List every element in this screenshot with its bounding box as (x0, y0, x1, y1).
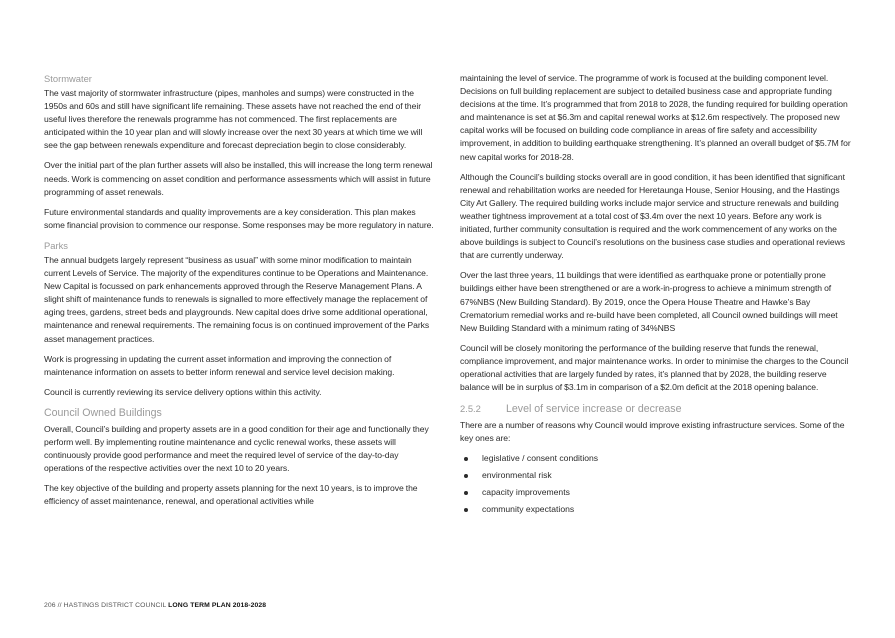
section-title: Level of service increase or decrease (506, 403, 682, 416)
parks-paragraph-3: Council is currently reviewing its service delivery options within this activity. (44, 386, 322, 397)
stormwater-heading: Stormwater (44, 73, 92, 84)
parks-heading: Parks (44, 239, 68, 251)
parks-paragraph-2: Work is progressing in updating the current asset information and improving the connection of maintenance information on assets to better inform renewal and service level decision making. (44, 353, 395, 377)
bullet-icon (464, 474, 468, 478)
reasons-list (460, 452, 852, 516)
section-intro: There are a number of reasons why Council would improve existing infrastructure services. Some of the key ones are: (460, 420, 845, 444)
list-item: capacity improvements (460, 486, 852, 499)
buildings-paragraph-4: Although the Council’s building stocks overall are in good condition, it has been identified that significant renewal and rehabilitation works are needed for Heretaunga House, Senior Housing, and the Hastings City Art Gallery. The required building works include major service and structure renewals and building weather tightness improvement at a total cost of $3.4m over the next 10 years. Before any work is initiated, further community consultation is required and the work commencement of any works on the above buildings is subject to Council’s resolutions on the business case studies and operational reviews that are currently underway. (460, 171, 846, 261)
buildings-paragraph-5: Over the last three years, 11 buildings that were identified as earthquake prone or potentially prone buildings either have been strengthened or are a work-in-progress to achieve a minimum strength of 67%NBS (New Building Standard). By 2019, once the Opera House Theatre and Hawke’s Bay Crematorium remedial works and re-build have been completed, all Council owned buildings will meet New Building Standard with a minimum rating of 34%NBS (460, 270, 838, 333)
list-item: environmental risk (460, 469, 852, 482)
section-number: 2.5.2 (460, 403, 481, 415)
stormwater-paragraph-1: The vast majority of stormwater infrastructure (pipes, manholes and sumps) were constructed in the 1950s and 60s and still have significant life remaining. These assets have not reached the end of their useful lives therefore the renewals programme has not commenced. The first replacements are anticipated within the 10 year plan and will slowly increase over the next 30 years at which time we will see the gap between renewals expenditure and forecast depreciation begin to close considerably. (44, 88, 423, 151)
bullet-icon (464, 457, 468, 461)
stormwater-paragraph-2: Over the initial part of the plan further assets will also be installed, this will increase the long term renewal needs. Work is commencing on asset condition and performance assessments which will assist in future programming of asset renewals. (44, 160, 433, 197)
stormwater-paragraph-3: Future environmental standards and quality improvements are a key consideration. This plan makes some financial provision to commence our response. Some responses may be more regulatory in nature. (44, 206, 434, 230)
parks-paragraph-1: The annual budgets largely represent “business as usual” with some minor modification to maintain current Levels of Service. The majority of the expenditures continue to be Operations and Maintenance. New Capital is focussed on park enhancements approved through the Reserve Management Plans. A slight shift of maintenance funds to renewals is signalled to more effectively manage the replacement of aging trees, gardens, street beds and playgrounds. New capital does drive some additional operational, maintenance and renewal requirements. The remaining focus is on continued improvement of the Parks asset management practices. (44, 254, 430, 344)
page-footer (44, 602, 266, 609)
buildings-paragraph-6: Council will be closely monitoring the performance of the building reserve that funds the renewal, compliance improvement, and major maintenance works. In order to minimise the charges to the Council operational activities that are largely funded by rates, it’s planned that by 2028, the building reserve balance will be in surplus of $3.1m in comparison of a $2.0m deficit at the 2018 opening balance. (460, 342, 849, 393)
bullet-icon (464, 508, 468, 512)
buildings-heading: Council Owned Buildings (44, 406, 162, 419)
buildings-paragraph-2: The key objective of the building and property assets planning for the next 10 years, is to improve the efficiency of asset maintenance, renewal, and operational activities while (44, 483, 418, 507)
list-item: legislative / consent conditions (460, 452, 852, 465)
left-column (44, 72, 436, 515)
footer-prefix: 206 // HASTINGS DISTRICT COUNCIL (44, 602, 167, 609)
bullet-icon (464, 491, 468, 495)
buildings-paragraph-3: maintaining the level of service. The programme of work is focused at the building component level. Decisions on full building replacement are subject to detailed business case and appropriate funding decisions at the time. It’s programmed that from 2018 to 2028, the funding required for building operation and maintenance is set at $6.3m and capital renewal works at $12.6m respectively. The proposed new capital works will be focused on building code compliance in areas of fire safety and accessibility improvement, in addition to building earthquake strengthening. It’s planned an overall budget of $5.7M for new capital works for 2018-28. (460, 73, 851, 162)
list-item: community expectations (460, 503, 852, 516)
right-column (460, 72, 852, 520)
buildings-paragraph-1: Overall, Council’s building and property assets are in a good condition for their age and functionally they perform well. By implementing routine maintenance and cyclic renewal works, these assets will continuously provide good performance and meet the required level of service of the day-to-day operations of the respective activities over the next 10 to 20 years. (44, 423, 429, 474)
footer-title: LONG TERM PLAN 2018-2028 (168, 602, 267, 609)
section-heading (460, 402, 852, 416)
